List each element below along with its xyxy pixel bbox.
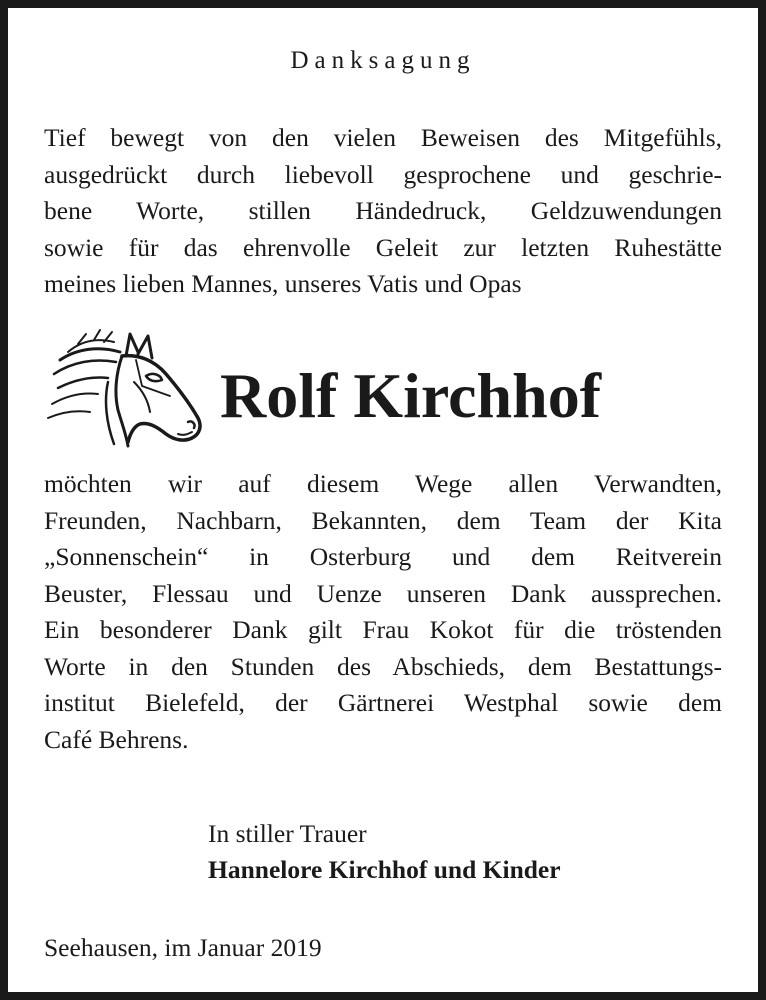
intro-paragraph bbox=[44, 120, 722, 303]
thanks-paragraph bbox=[44, 466, 722, 758]
intro-line: sowie für das ehrenvolle Geleit zur letzten Ruhestätte bbox=[44, 232, 722, 262]
thanks-line: Café Behrens. bbox=[44, 724, 189, 754]
intro-line: ausgedrückt durch liebevoll gesprochene und geschrie- bbox=[44, 159, 722, 189]
notice-heading: Danksagung bbox=[290, 47, 476, 74]
signatories: Hannelore Kirchhof und Kinder bbox=[208, 855, 561, 884]
deceased-name: Rolf Kirchhof bbox=[220, 360, 602, 431]
closing-phrase: In stiller Trauer bbox=[208, 819, 367, 848]
thanks-line: Freunden, Nachbarn, Bekannten, dem Team der Kita bbox=[44, 505, 722, 535]
thanks-line: Ein besonderer Dank gilt Frau Kokot für die tröstenden bbox=[44, 615, 722, 644]
horse-head-icon bbox=[38, 326, 204, 454]
thanks-line: möchten wir auf diesem Wege allen Verwandten, bbox=[44, 469, 722, 498]
intro-line: bene Worte, stillen Händedruck, Geldzuwendungen bbox=[44, 196, 722, 225]
intro-line: meines lieben Mannes, unseres Vatis und Opas bbox=[44, 269, 522, 298]
intro-line: Tief bewegt von den vielen Beweisen des Mitgefühls, bbox=[44, 123, 722, 152]
thanks-line: Beuster, Flessau und Uenze unseren Dank aussprechen. bbox=[44, 578, 722, 608]
place-date: Seehausen, im Januar 2019 bbox=[44, 933, 322, 962]
thanks-line: Worte in den Stunden des Abschieds, dem Bestattungs- bbox=[44, 651, 722, 681]
thanks-line: institut Bielefeld, der Gärtnerei Westphal sowie dem bbox=[44, 688, 722, 717]
thanks-line: „Sonnenschein“ in Osterburg und dem Reitverein bbox=[44, 542, 722, 571]
